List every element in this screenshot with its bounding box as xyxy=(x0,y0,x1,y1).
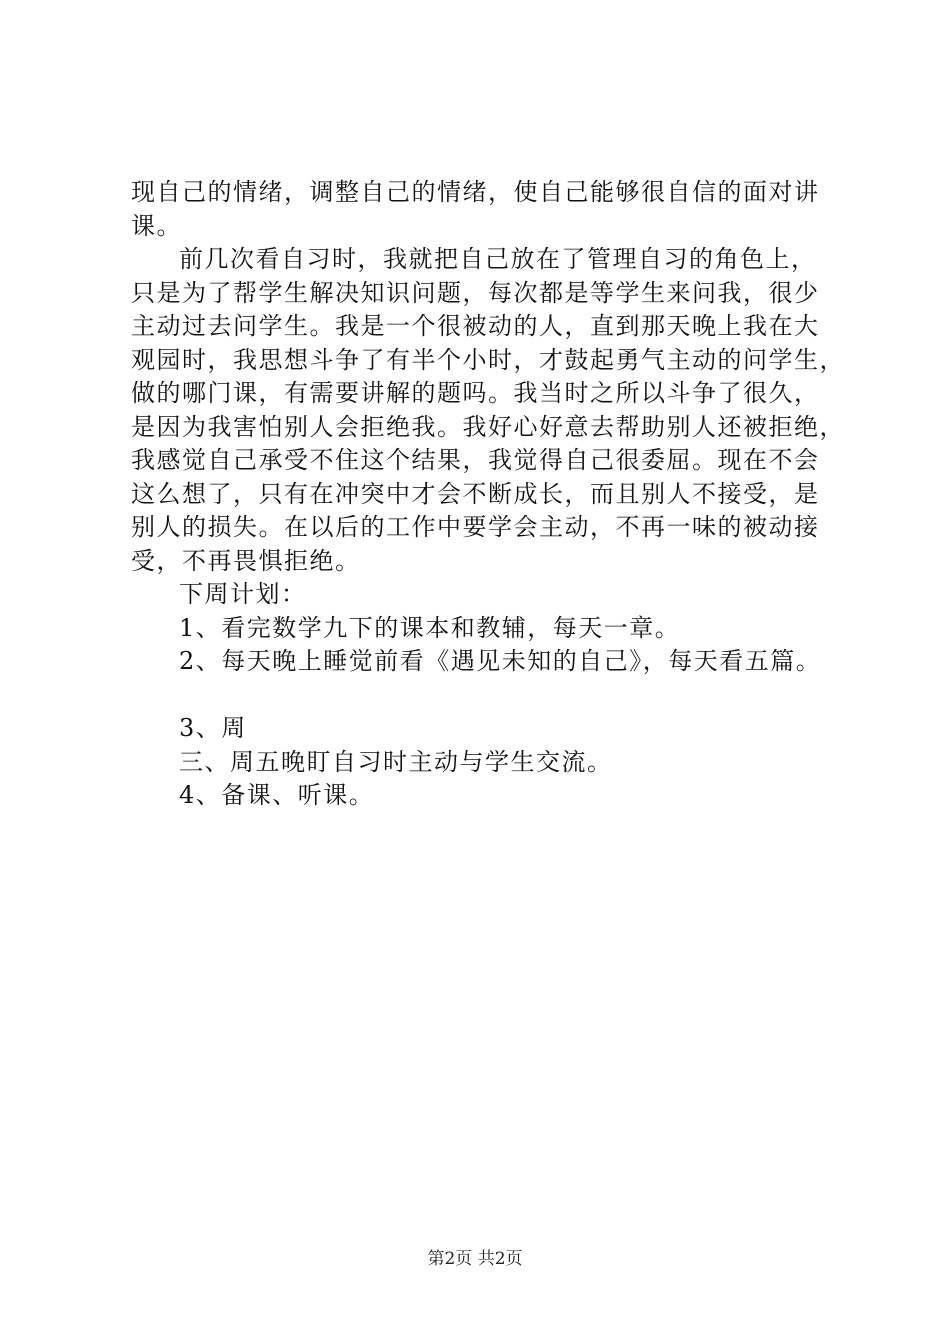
plan-heading: 下周计划： xyxy=(179,580,307,608)
plan-item: 三、周五晚盯自习时主动与学生交流。 xyxy=(179,747,613,776)
text-line: 主动过去问学生。我是一个很被动的人，直到那天晚上我在大 xyxy=(131,312,820,340)
plan-item: 3、周 xyxy=(179,714,247,742)
document-body xyxy=(131,176,845,813)
text-line: 我感觉自己承受不住这个结果，我觉得自己很委屈。现在不会 xyxy=(131,446,820,474)
text-line: 受，不再畏惧拒绝。 xyxy=(131,546,361,575)
text-line: 课。 xyxy=(131,211,182,240)
text-line: 做的哪门课，有需要讲解的题吗。我当时之所以斗争了很久， xyxy=(131,379,820,407)
page-number-footer: 第2页 共2页 xyxy=(427,1249,523,1269)
plan-item: 1、看完数学九下的课本和教辅，每天一章。 xyxy=(179,613,681,642)
plan-item: 2、每天晚上睡觉前看《遇见未知的自己》，每天看五篇。 xyxy=(179,647,822,675)
text-line: 现自己的情绪，调整自己的情绪，使自己能够很自信的面对讲 xyxy=(131,178,820,206)
text-line: 观园时，我思想斗争了有半个小时，才鼓起勇气主动的问学生， xyxy=(131,345,845,374)
blank-line xyxy=(131,679,831,713)
text-line: 别人的损失。在以后的工作中要学会主动，不再一味的被动接 xyxy=(131,513,820,541)
text-line: 这么想了，只有在冲突中才会不断成长，而且别人不接受，是 xyxy=(131,479,820,508)
paragraph-start-line: 前几次看自习时，我就把自己放在了管理自习的角色上， xyxy=(179,245,817,273)
text-line: 是因为我害怕别人会拒绝我。我好心好意去帮助别人还被拒绝， xyxy=(131,412,845,441)
plan-item: 4、备课、听课。 xyxy=(179,781,375,809)
text-line: 只是为了帮学生解决知识问题，每次都是等学生来问我，很少 xyxy=(131,278,820,307)
